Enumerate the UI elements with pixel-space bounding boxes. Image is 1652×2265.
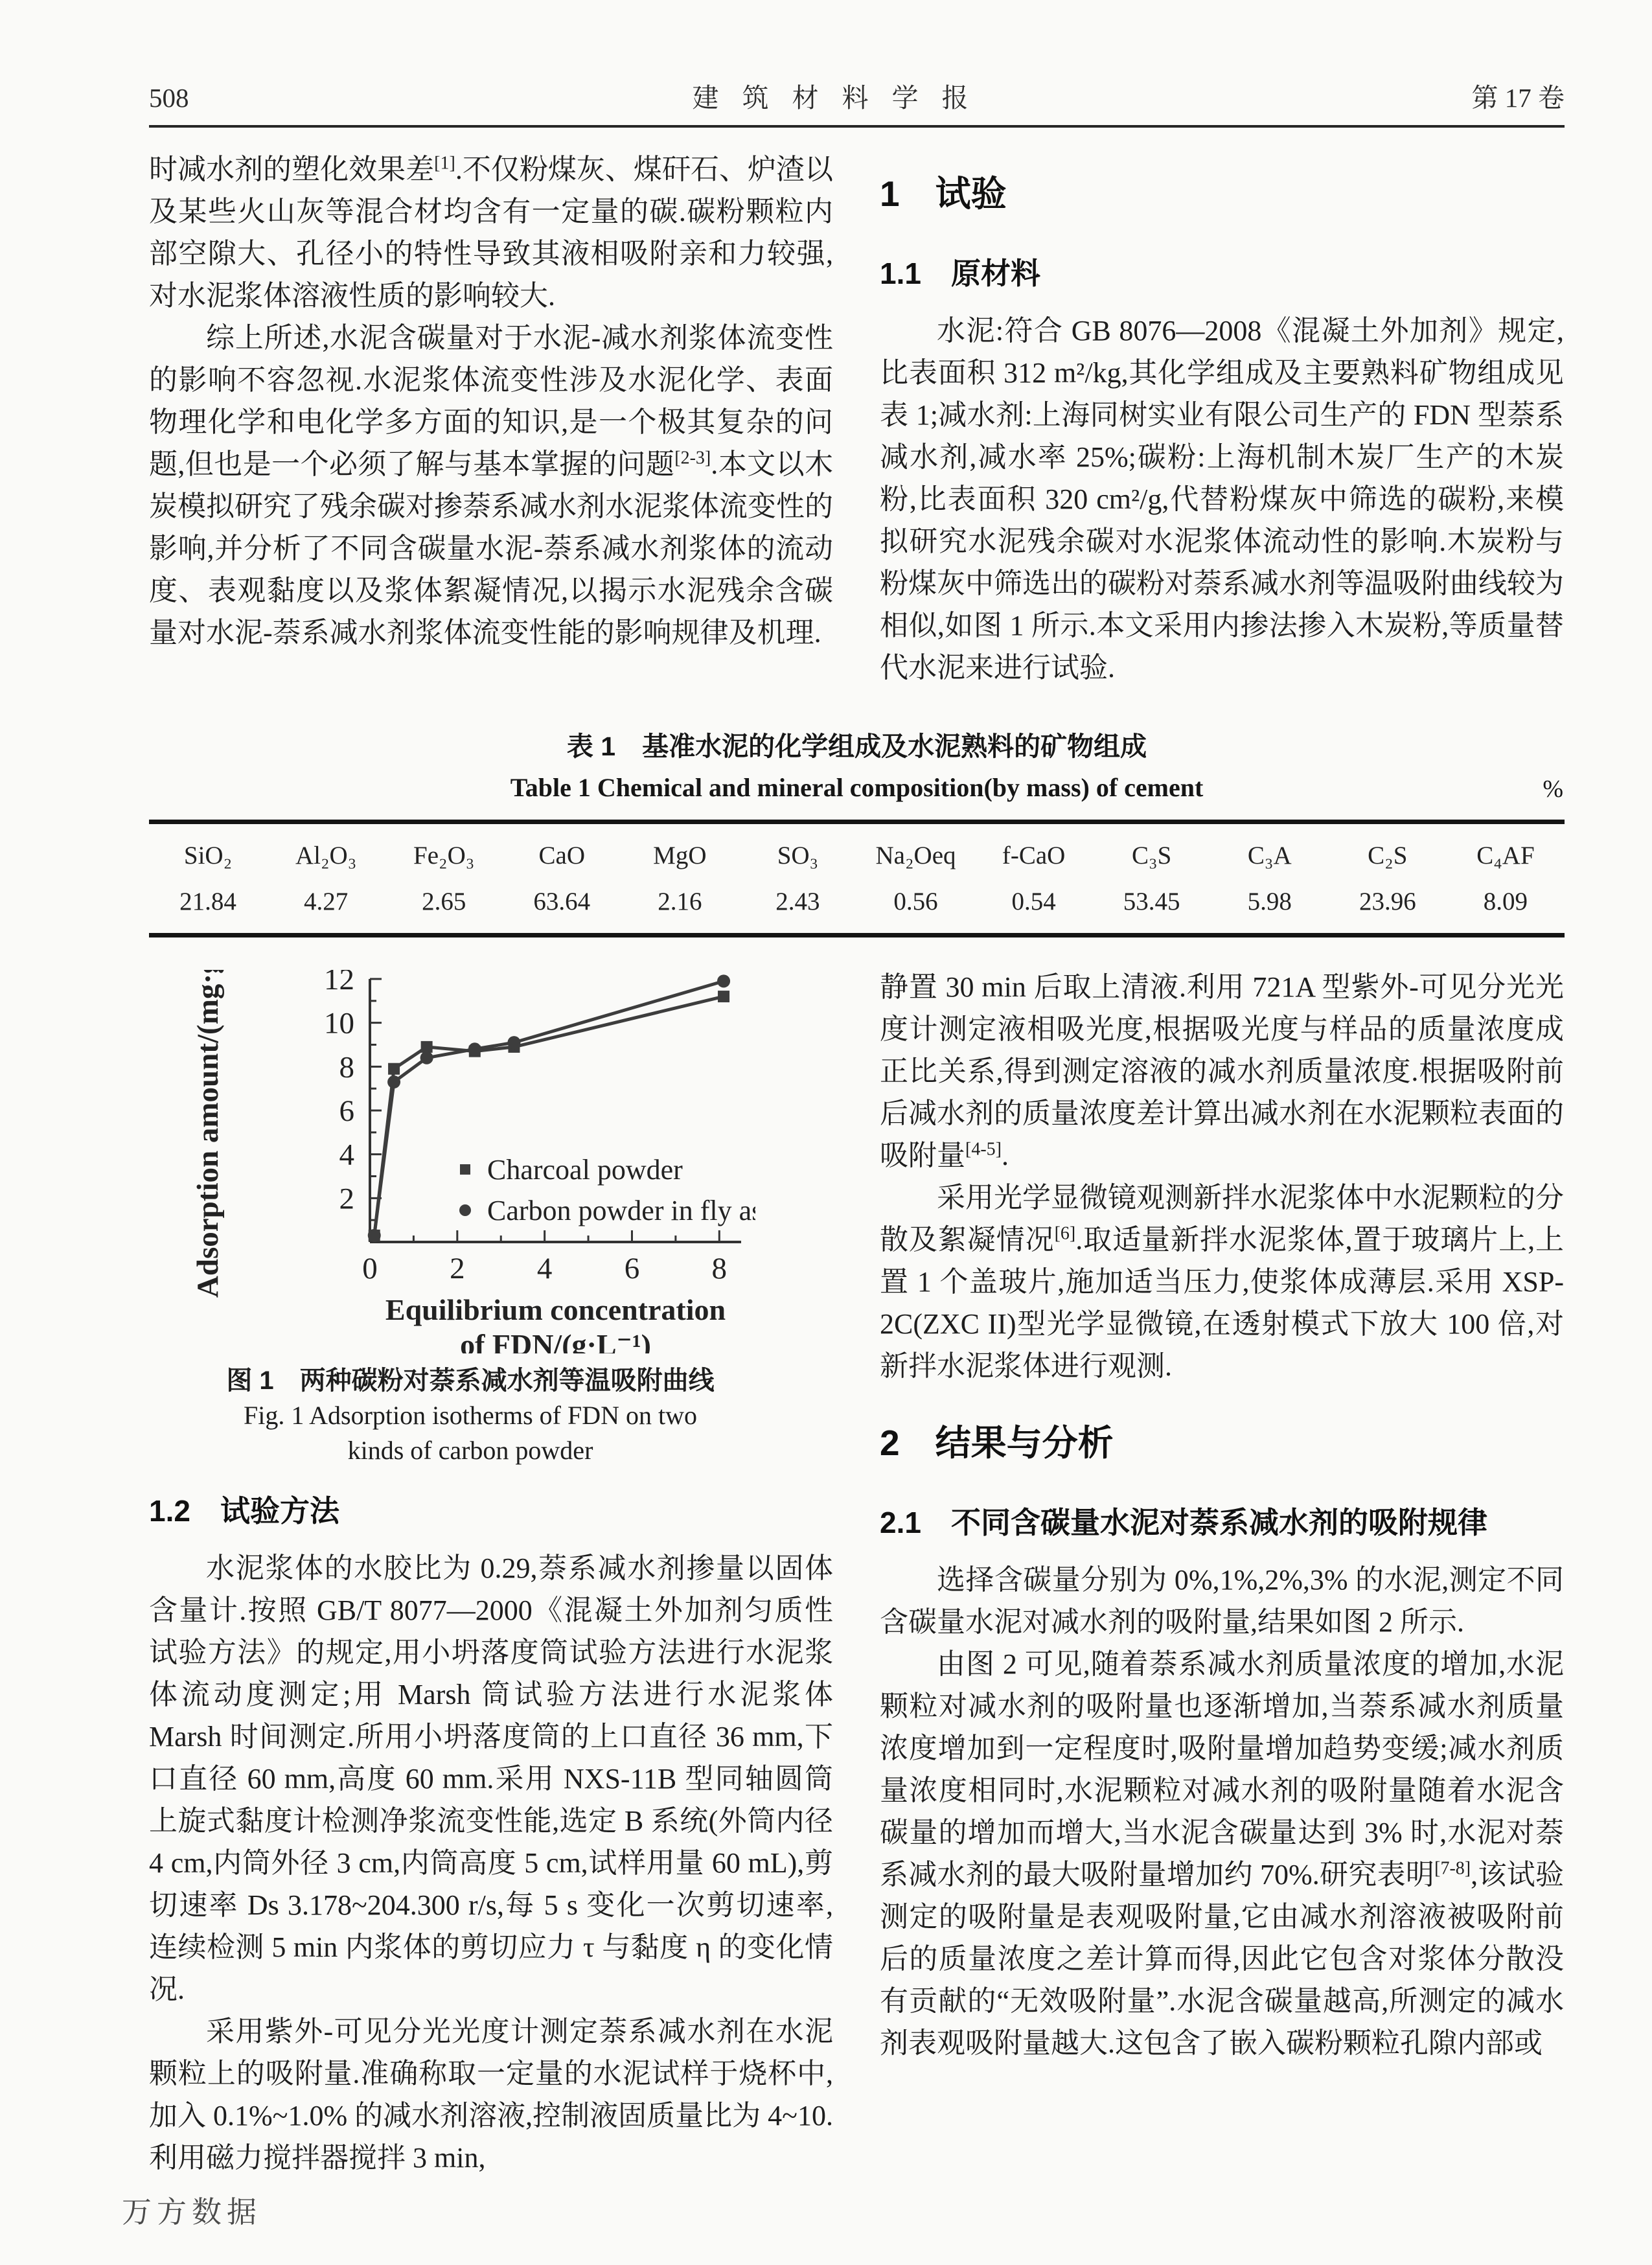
- svg-text:Charcoal powder: Charcoal powder: [487, 1154, 683, 1186]
- section-1-heading: 1 试验: [880, 174, 1007, 214]
- table-value-cell: 23.96: [1359, 888, 1416, 915]
- page-number: 508: [149, 83, 189, 113]
- section-1-1-heading: 1.1 原材料: [880, 257, 1040, 290]
- table-header-cell: Al₂O₃: [295, 842, 357, 869]
- table-header-row: [149, 822, 1565, 876]
- figure-1-caption-en-2: kinds of carbon powder: [347, 1436, 593, 1465]
- table-header-cell: Na₂Oeq: [875, 842, 956, 869]
- table-header-cell: C₄AF: [1476, 842, 1535, 869]
- table-header-cell: SiO₂: [183, 842, 233, 869]
- table-value-cell: 21.84: [179, 888, 236, 915]
- figure-1-caption-zh: 图 1 两种碳粉对萘系减水剂等温吸附曲线: [226, 1366, 715, 1395]
- table-value-cell: 2.16: [658, 888, 702, 915]
- svg-text:8: 8: [339, 1050, 354, 1085]
- table-1-title-zh: 表 1 基准水泥的化学组成及水泥熟料的矿物组成: [566, 731, 1147, 761]
- table-value-cell: 2.43: [775, 888, 820, 915]
- header-rule: [149, 125, 1565, 128]
- svg-text:of FDN/(g·L⁻¹): of FDN/(g·L⁻¹): [460, 1328, 651, 1353]
- volume-label: 第 17 卷: [1471, 83, 1565, 113]
- adsorption-isotherm-chart: [185, 970, 755, 1357]
- wanfang-watermark: 万方数据: [122, 2196, 262, 2229]
- journal-title: 建筑材料学报: [692, 83, 992, 113]
- table-header-cell: f-CaO: [1002, 842, 1066, 869]
- table-header-cell: C₃A: [1247, 842, 1292, 869]
- table-header-cell: SO₃: [777, 842, 819, 869]
- svg-text:6: 6: [339, 1094, 354, 1128]
- right-column-top: [880, 148, 1564, 713]
- paragraph-results-1: 选择含碳量分别为 0%,1%,2%,3% 的水泥,测定不同含碳量水泥对减水剂的吸附量,结果如图 2 所示.: [880, 1564, 1564, 1638]
- page-header: [149, 76, 1565, 115]
- svg-text:Carbon powder in fly ash: Carbon powder in fly ash: [487, 1195, 755, 1226]
- left-column-bottom: [149, 966, 833, 2179]
- table-value-cell: 2.65: [422, 888, 466, 915]
- table-1: [149, 725, 1565, 937]
- svg-text:4: 4: [339, 1138, 354, 1172]
- svg-text:0: 0: [362, 1252, 378, 1285]
- paragraph-method-1: 水泥浆体的水胶比为 0.29,萘系减水剂掺量以固体含量计.按照 GB/T 8077—2000《混凝土外加剂匀质性试验方法》的规定,用小坍落度筒试验方法进行水泥浆体流动度测定;用 Marsh 筒试验方法进行水泥浆体 Marsh 时间测定.所用小坍落度筒的上口直径 36 mm,下口直径 60 mm,高度 60 mm.采用 NXS-11B 型同轴圆筒上旋式黏度计检测净浆流变性能,选定 B 系统(外筒内径 4 cm,内筒外径 3 cm,内筒高度 5 cm,试样用量 60 mL),剪切速率 Ds 3.178~204.300 r/s,每 5 s 变化一次剪切速率,连续检测 5 min 内浆体的剪切应力 τ 与黏度 η 的变化情况.: [149, 1552, 833, 2005]
- paragraph-materials: 水泥:符合 GB 8076—2008《混凝土外加剂》规定,比表面积 312 m²/kg,其化学组成及主要熟料矿物组成见表 1;减水剂:上海同树实业有限公司生产的 FDN 型萘系减水剂,减水率 25%;碳粉:上海机制木炭厂生产的木炭粉,比表面积 320 cm²/g,代替粉煤灰中筛选的碳粉,来模拟研究水泥残余碳对水泥浆体流动性的影响.木炭粉与粉煤灰中筛选出的碳粉对萘系减水剂等温吸附曲线较为相似,如图 1 所示.本文采用内掺法掺入木炭粉,等质量替代水泥来进行试验.: [880, 315, 1564, 684]
- svg-text:6: 6: [624, 1252, 640, 1285]
- table-header-cell: MgO: [653, 842, 707, 869]
- svg-text:2: 2: [339, 1182, 354, 1216]
- paragraph-intro-2: 综上所述,水泥含碳量对于水泥-减水剂浆体流变性的影响不容忽视.水泥浆体流变性涉及水泥化学、表面物理化学和电化学多方面的知识,是一个极其复杂的问题,但也是一个必须了解与基本掌握的问题[2-3].本文以木炭模拟研究了残余碳对掺萘系减水剂水泥浆体流变性的影响,并分析了不同含碳量水泥-萘系减水剂浆体的流动度、表观黏度以及浆体絮凝情况,以揭示水泥残余含碳量对水泥-萘系减水剂浆体流变性能的影响规律及机理.: [149, 322, 834, 649]
- table-1-title-en: Table 1 Chemical and mineral composition(by mass) of cement: [510, 773, 1204, 802]
- table-value-cell: 4.27: [303, 888, 349, 915]
- svg-text:4: 4: [536, 1252, 553, 1285]
- table-value-cell: 63.64: [533, 888, 591, 915]
- paragraph-method-2: 采用紫外-可见分光光度计测定萘系减水剂在水泥颗粒上的吸附量.准确称取一定量的水泥试样于烧杯中,加入 0.1%~1.0% 的减水剂溶液,控制液固质量比为 4~10.利用磁力搅拌器搅拌 3 min,: [149, 2016, 833, 2174]
- left-column-top: [149, 148, 833, 713]
- figure-1-caption-en-1: Fig. 1 Adsorption isotherms of FDN on two: [243, 1401, 698, 1430]
- svg-text:Equilibrium concentration: Equilibrium concentration: [385, 1293, 726, 1326]
- paragraph-microscope: 采用光学显微镜观测新拌水泥浆体中水泥颗粒的分散及絮凝情况[6].取适量新拌水泥浆体,置于玻璃片上,上置 1 个盖玻片,施加适当压力,使浆体成薄层.采用 XSP-2C(ZXC II)型光学显微镜,在透射模式下放大 100 倍,对新拌水泥浆体进行观测.: [880, 1182, 1565, 1382]
- table-header-cell: C₂S: [1368, 842, 1408, 869]
- svg-text:Adsorption amount/(mg·g⁻¹): Adsorption amount/(mg·g⁻¹): [191, 970, 225, 1298]
- table-header-cell: CaO: [538, 842, 586, 869]
- paragraph-intro-1: 时减水剂的塑化效果差[1].不仅粉煤灰、煤矸石、炉渣以及某些火山灰等混合材均含有一定量的碳.碳粉颗粒内部空隙大、孔径小的特性导致其液相吸附亲和力较强,对水泥浆体溶液性质的影响较大.: [149, 153, 834, 312]
- table-value-row: [149, 875, 1565, 936]
- table-1-grid: [149, 820, 1565, 937]
- table-value-cell: 5.98: [1247, 888, 1292, 915]
- table-value-cell: 53.45: [1123, 888, 1180, 915]
- svg-text:12: 12: [324, 970, 354, 996]
- table-value-cell: 8.09: [1483, 888, 1528, 915]
- table-header-cell: C₃S: [1132, 842, 1172, 869]
- table-1-title-en-row: [149, 772, 1565, 803]
- section-1-2-heading: 1.2 试验方法: [149, 1494, 339, 1528]
- paragraph-results-2: 由图 2 可见,随着萘系减水剂质量浓度的增加,水泥颗粒对减水剂的吸附量也逐渐增加,当萘系减水剂质量浓度增加到一定程度时,吸附量增加趋势变缓;减水剂质量浓度相同时,水泥颗粒对减水剂的吸附量随着水泥含碳量的增加而增大,当水泥含碳量达到 3% 时,水泥对萘系减水剂的最大吸附量增加约 70%.研究表明[7-8],该试验测定的吸附量是表观吸附量,它由减水剂溶液被吸附前后的质量浓度之差计算而得,因此它包含对浆体分散没有贡献的“无效吸附量”.水泥含碳量越高,所测定的减水剂表观吸附量越大.这包含了嵌入碳粉颗粒孔隙内部或: [880, 1648, 1565, 2059]
- svg-text:2: 2: [450, 1252, 465, 1285]
- table-1-unit: %: [1543, 776, 1563, 803]
- section-2-1-heading: 2.1 不同含碳量水泥对萘系减水剂的吸附规律: [880, 1506, 1487, 1539]
- svg-text:8: 8: [711, 1252, 728, 1285]
- table-header-cell: Fe₂O₃: [413, 842, 475, 869]
- table-value-cell: 0.56: [893, 888, 938, 915]
- figure-1: [149, 970, 833, 1468]
- svg-text:10: 10: [324, 1006, 354, 1041]
- section-2-heading: 2 结果与分析: [880, 1423, 1114, 1463]
- paragraph-absorbance: 静置 30 min 后取上清液.利用 721A 型紫外-可见分光光度计测定液相吸光度,根据吸光度与样品的质量浓度成正比关系,得到测定溶液的减水剂质量浓度.根据吸附前后减水剂的质量浓度差计算出减水剂在水泥颗粒表面的吸附量[4-5].: [880, 971, 1564, 1171]
- right-column-bottom: [880, 966, 1564, 2179]
- table-value-cell: 0.54: [1011, 888, 1056, 915]
